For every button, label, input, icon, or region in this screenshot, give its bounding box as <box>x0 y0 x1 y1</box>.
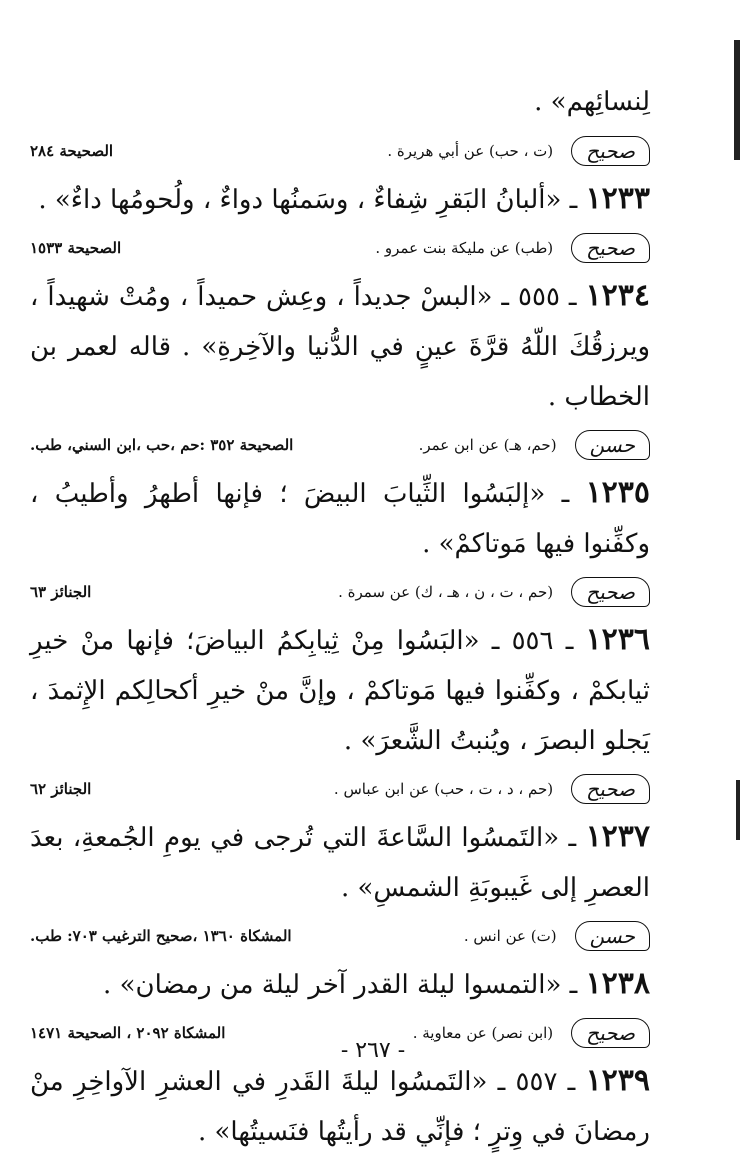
hadith-1235 <box>30 468 650 569</box>
grade-badge: حسن <box>575 921 650 951</box>
source-text: (ت ، حب) عن أبي هريرة . <box>387 142 554 160</box>
grade-row-5 <box>30 766 650 812</box>
grade-badge: حسن <box>575 430 650 460</box>
hadith-text: ـ ٥٥٥ ـ «البسْ جديداً ، وعِش حميداً ، ومُتْ شهيداً ، ويرزقُكَ اللّهُ قرَّةَ عينٍ في الدُّنيا والآخِرةِ» . قاله لعمر بن الخطاب . <box>30 282 650 412</box>
hadith-text: ـ «التَمسُوا السَّاعةَ التي تُرجى في يومِ الجُمعةِ، بعدَ العصرِ إلى غَيبوبَةِ الشمسِ» . <box>30 823 650 903</box>
hadith-text: ـ ٥٥٦ ـ «البَسُوا مِنْ ثِيابِكمُ البياضَ؛ فإنها منْ خيرِ ثيابكمْ ، وكفِّنوا فيها مَوتاكمْ ، وإنَّ منْ خيرِ أكحالِكم الإِثمدَ ، يَجلو البصرَ ، ويُنبتُ الشَّعرَ» . <box>30 626 650 756</box>
grade-badge: صحيح <box>571 774 650 804</box>
reference-text: الجنائز ٦٣ <box>30 583 92 601</box>
grade-row-3 <box>30 422 650 468</box>
reference-text: المشكاة ١٣٦٠ ،صحيح الترغيب ٧٠٣: طب. <box>30 927 292 945</box>
source-text: (حم ، ت ، ن ، هـ ، ك) عن سمرة . <box>338 583 554 601</box>
grade-badge: صحيح <box>571 136 650 166</box>
source-text: (ابن نصر) عن معاوية . <box>412 1024 554 1042</box>
source-text: (حم، هـ) عن ابن عمر. <box>418 436 557 454</box>
hadith-1236 <box>30 615 650 766</box>
grade-row-2 <box>30 225 650 271</box>
grade-badge: صحيح <box>571 577 650 607</box>
hadith-text: ـ «التمسوا ليلة القدر آخر ليلة من رمضان» . <box>103 970 578 1000</box>
page-number: - ٢٦٧ - <box>340 1038 406 1063</box>
hadith-1238 <box>30 959 650 1010</box>
hadith-text: ـ «إلبَسُوا الثِّيابَ البيضَ ؛ فإنها أطهرُ وأطيبُ ، وكفِّنوا فيها مَوتاكمْ» . <box>30 479 650 559</box>
hadith-number: ١٢٣٨ <box>585 966 650 1001</box>
intro-line: لِنسائِهم» . <box>534 87 650 117</box>
grade-row-4 <box>30 569 650 615</box>
source-text: (ت) عن انس . <box>463 927 557 945</box>
hadith-number: ١٢٣٣ <box>585 181 650 216</box>
grade-badge: صحيح <box>571 233 650 263</box>
source-text: (طب) عن مليكة بنت عمرو . <box>375 239 554 257</box>
reference-text: الصحيحة ٣٥٢ :حم ،حب ،ابن السني، طب. <box>30 436 294 454</box>
page-edge-mark <box>736 780 740 840</box>
hadith-number: ١٢٣٩ <box>585 1063 651 1098</box>
reference-text: الصحيحة ١٥٣٣ <box>30 239 122 257</box>
hadith-number: ١٢٣٦ <box>585 622 650 657</box>
grade-row-1 <box>30 128 650 174</box>
hadith-1234 <box>30 271 650 422</box>
hadith-text: ـ «ألبانُ البَقرِ شِفاءٌ ، وسَمنُها دواءٌ ، ولُحومُها داءٌ» . <box>38 185 578 215</box>
grade-row-6 <box>30 913 650 959</box>
grade-badge: صحيح <box>571 1018 650 1048</box>
hadith-number: ١٢٣٥ <box>585 475 651 510</box>
source-text: (حم ، د ، ت ، حب) عن ابن عباس . <box>333 780 554 798</box>
reference-text: الجنائز ٦٢ <box>30 780 92 798</box>
hadith-number: ١٢٣٧ <box>585 819 651 854</box>
hadith-number: ١٢٣٤ <box>585 278 650 313</box>
hadith-1233 <box>30 174 650 225</box>
reference-text: الصحيحة ٢٨٤ <box>30 142 114 160</box>
hadith-text: ـ ٥٥٧ ـ «التَمسُوا ليلةَ القَدرِ في العشرِ الآواخِرِ منْ رمضانَ في وِترٍ ؛ فإنِّي قد رأيتُها فنَسيتُها» . <box>30 1067 650 1147</box>
page-body <box>30 80 650 1157</box>
hadith-1237 <box>30 812 650 913</box>
reference-text: المشكاة ٢٠٩٢ ، الصحيحة ١٤٧١ <box>30 1024 226 1042</box>
page-edge-mark <box>734 40 740 160</box>
